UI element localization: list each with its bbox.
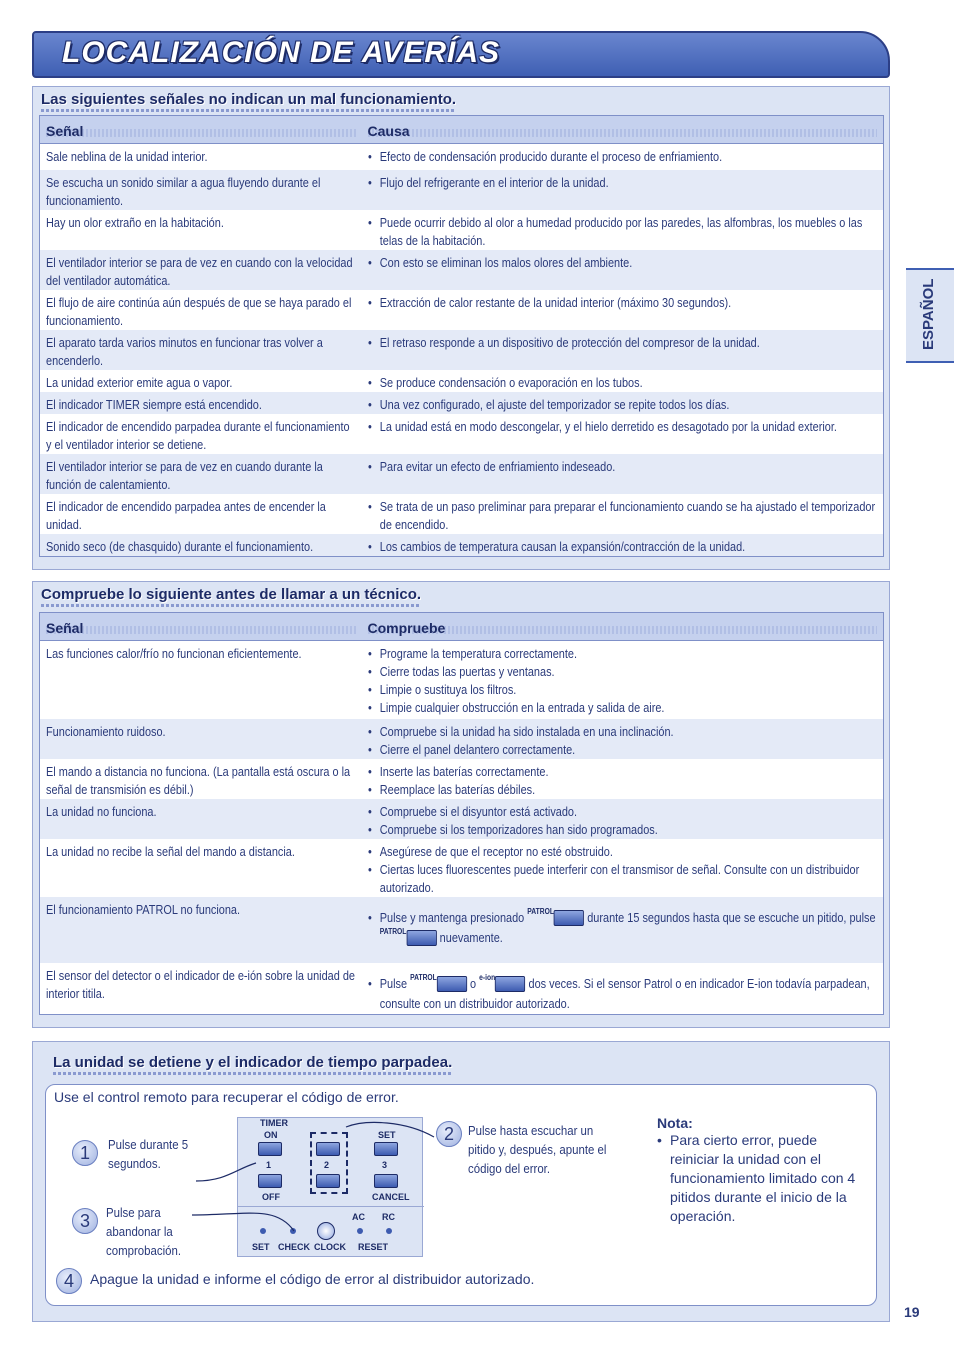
cause-cell: • Con esto se eliminan los malos olores del ambiente. bbox=[362, 250, 884, 290]
eion-button[interactable] bbox=[495, 976, 525, 992]
signal-cell: Las funciones calor/frío no funcionan eficientemente. bbox=[46, 646, 302, 661]
step-number-3: 3 bbox=[72, 1208, 98, 1234]
timer-off-button[interactable] bbox=[258, 1174, 282, 1188]
signal-cell: Hay un olor extraño en la habitación. bbox=[46, 214, 224, 230]
step-number-4: 4 bbox=[56, 1268, 82, 1294]
signal-cell: La unidad no recibe la señal del mando a distancia. bbox=[46, 843, 295, 859]
set-pin[interactable] bbox=[260, 1228, 266, 1234]
table-row bbox=[40, 641, 884, 719]
signal-cell: Se escucha un sonido similar a agua fluyendo durante el funcionamiento. bbox=[40, 170, 362, 210]
signals-table bbox=[39, 115, 884, 557]
num-1-label: 1 bbox=[266, 1160, 272, 1170]
on-label: ON bbox=[264, 1130, 278, 1140]
cause-cell: • La unidad está en modo descongelar, y el hielo derretido es desagotado por la unidad exterior. bbox=[367, 418, 837, 434]
check-cell: • Pulse PATROL o e-ion dos veces. Si el sensor Patrol o en indicador E-ion todavía parpadean, consulte con un distribuidor autorizado. bbox=[362, 963, 884, 1015]
col-signal-header: Señal bbox=[40, 116, 362, 144]
check-cell: • Compruebe si la unidad ha sido instalada en una inclinación. • Cierre el panel delantero correctamente. bbox=[362, 719, 884, 759]
cause-cell: • Se produce condensación o evaporación en los tubos. bbox=[367, 374, 643, 390]
title-banner bbox=[32, 31, 890, 78]
cause-cell: • El retraso responde a un dispositivo de protección del compresor de la unidad. bbox=[362, 330, 884, 370]
signal-cell: El indicador de encendido parpadea durante el funcionamiento y el ventilador interior se detiene. bbox=[46, 418, 350, 452]
set-label: SET bbox=[378, 1130, 396, 1140]
table-row bbox=[40, 759, 884, 799]
section-check-before-calling bbox=[32, 581, 890, 1028]
cause-cell: • Efecto de condensación producido durante el proceso de enfriamiento. bbox=[367, 149, 722, 164]
table-row bbox=[40, 330, 884, 370]
note-box: Nota: • Para cierto error, puede reiniciar la unidad con el funcionamiento limitado con 4 pitidos durante el inicio de la operación. bbox=[657, 1115, 867, 1226]
check-label: CHECK bbox=[278, 1242, 311, 1252]
num-2-label: 2 bbox=[324, 1160, 330, 1170]
note-text: Para cierto error, puede reiniciar la unidad con el funcionamiento limitado con 4 pitidos durante el inicio de la operación. bbox=[670, 1132, 856, 1224]
error-code-box bbox=[45, 1084, 877, 1306]
language-tab-label: ESPAÑOL bbox=[920, 278, 937, 350]
signal-cell: El indicador TIMER siempre está encendido. bbox=[40, 392, 362, 414]
section1-heading: Las siguientes señales no indican un mal funcionamiento. bbox=[41, 91, 456, 112]
signal-cell: El ventilador interior se para de vez en cuando con la velocidad del ventilador automática. bbox=[40, 250, 362, 290]
step1-text: Pulse durante 5 segundos. bbox=[108, 1137, 189, 1171]
remote-control-diagram bbox=[237, 1117, 423, 1257]
note-title: Nota: bbox=[657, 1115, 693, 1131]
table-row bbox=[40, 963, 884, 1015]
table-row bbox=[40, 392, 884, 414]
table-row bbox=[40, 250, 884, 290]
cause-cell: • Los cambios de temperatura causan la expansión/contracción de la unidad. bbox=[362, 534, 884, 557]
signal-cell: El sensor del detector o el indicador de e-ión sobre la unidad de interior titila. bbox=[46, 967, 356, 1001]
check-cell: • Asegúrese de que el receptor no esté obstruido. • Ciertas luces fluorescentes puede interferir con el transmisor de señal. Consulte con un distribuidor autorizado. bbox=[367, 843, 859, 895]
table-row bbox=[40, 290, 884, 330]
patrol-key-label: PATROL bbox=[379, 926, 406, 936]
section-not-malfunction bbox=[32, 86, 890, 570]
patrol-key-label: PATROL bbox=[409, 972, 437, 982]
cause-cell: • Se trata de un paso preliminar para preparar el funcionamiento cuando se ha ajustado el temporizador de encendido. bbox=[367, 498, 875, 532]
table-row bbox=[40, 719, 884, 759]
patrol-button[interactable] bbox=[553, 910, 583, 926]
ac-label: AC bbox=[352, 1212, 365, 1222]
set-pin-label: SET bbox=[252, 1242, 270, 1252]
cause-cell: • Flujo del refrigerante en el interior de la unidad. bbox=[362, 170, 884, 210]
patrol-key-label: PATROL bbox=[526, 906, 554, 916]
check-cell: • Inserte las baterías correctamente. • Reemplace las baterías débiles. bbox=[367, 763, 548, 797]
signal-cell: Sale neblina de la unidad interior. bbox=[46, 149, 208, 164]
table-row bbox=[40, 897, 884, 963]
signal-cell: La unidad no funciona. bbox=[40, 799, 362, 839]
language-tab bbox=[906, 268, 954, 363]
step2-text: Pulse hasta escuchar un pitido y, después, apunte el código del error. bbox=[468, 1123, 607, 1176]
signal-cell: Sonido seco (de chasquido) durante el funcionamiento. bbox=[40, 534, 362, 557]
page-title: LOCALIZACIÓN DE AVERÍAS bbox=[62, 36, 501, 69]
cause-cell: • Una vez configurado, el ajuste del temporizador se repite todos los días. bbox=[362, 392, 884, 414]
check-pin[interactable] bbox=[290, 1228, 296, 1234]
clock-label: CLOCK bbox=[314, 1242, 346, 1252]
rc-pin[interactable] bbox=[386, 1228, 392, 1234]
step-number-1: 1 bbox=[72, 1140, 98, 1166]
table-row bbox=[40, 454, 884, 494]
signal-cell: El mando a distancia no funciona. (La pantalla está oscura o la señal de transmisión es débil.) bbox=[46, 763, 351, 797]
table-row bbox=[40, 370, 884, 392]
set-button[interactable] bbox=[374, 1142, 398, 1156]
signal-cell: El indicador de encendido parpadea antes de encender la unidad. bbox=[46, 498, 326, 532]
cancel-button[interactable] bbox=[374, 1174, 398, 1188]
table-row bbox=[40, 170, 884, 210]
step-number-2: 2 bbox=[436, 1121, 462, 1147]
step3-text: Pulse para abandonar la comprobación. bbox=[106, 1205, 182, 1258]
page-number: 19 bbox=[904, 1304, 920, 1320]
cause-cell: • Extracción de calor restante de la unidad interior (máximo 30 segundos). bbox=[367, 294, 731, 310]
step4-text: Apague la unidad e informe el código de error al distribuidor autorizado. bbox=[90, 1271, 535, 1287]
timer-on-button[interactable] bbox=[258, 1142, 282, 1156]
signal-cell: La unidad exterior emite agua o vapor. bbox=[46, 374, 233, 390]
col-signal-header: Señal bbox=[40, 613, 362, 641]
clock-button[interactable] bbox=[317, 1222, 335, 1240]
table-row bbox=[40, 534, 884, 557]
check-cell: • Compruebe si el disyuntor está activado. • Compruebe si los temporizadores han sido programados. bbox=[362, 799, 884, 839]
highlight-box bbox=[310, 1132, 348, 1194]
signal-cell: El flujo de aire continúa aún después de que se haya parado el funcionamiento. bbox=[46, 294, 352, 328]
table-row bbox=[40, 144, 884, 170]
check-cell: • Pulse y mantenga presionado PATROL durante 15 segundos hasta que se escuche un pitido, pulse PATROL nuevamente. bbox=[362, 897, 884, 963]
signal-cell: El funcionamiento PATROL no funciona. bbox=[40, 897, 362, 963]
intro-text: Use el control remoto para recuperar el código de error. bbox=[54, 1089, 399, 1105]
section-error-code bbox=[32, 1041, 890, 1322]
num-3-label: 3 bbox=[382, 1160, 388, 1170]
cancel-label: CANCEL bbox=[372, 1192, 410, 1202]
timer-label: TIMER bbox=[260, 1118, 288, 1128]
reset-label: RESET bbox=[358, 1242, 389, 1252]
section2-heading: Compruebe lo siguiente antes de llamar a un técnico. bbox=[41, 586, 421, 607]
table-row bbox=[40, 210, 884, 250]
signal-cell: El ventilador interior se para de vez en cuando durante la función de calentamiento. bbox=[40, 454, 362, 494]
check-cell: • Programe la temperatura correctamente. • Cierre todas las puertas y ventanas. • Limpie o sustituya los filtros. • Limpie cualquier obstrucción en la entrada y salida de aire. bbox=[367, 646, 664, 715]
cause-cell: • Puede ocurrir debido al olor a humedad producido por las paredes, las alfombras, los muebles o las telas de la habitación. bbox=[367, 214, 862, 248]
col-check-header: Compruebe bbox=[362, 613, 884, 641]
section3-heading: La unidad se detiene y el indicador de tiempo parpadea. bbox=[53, 1054, 452, 1075]
table-row bbox=[40, 414, 884, 454]
table-row bbox=[40, 494, 884, 534]
cause-cell: • Para evitar un efecto de enfriamiento indeseado. bbox=[362, 454, 884, 494]
signal-cell: El aparato tarda varios minutos en funcionar tras volver a encenderlo. bbox=[40, 330, 362, 370]
ac-pin[interactable] bbox=[357, 1228, 363, 1234]
patrol-button[interactable] bbox=[406, 930, 436, 946]
rc-label: RC bbox=[382, 1212, 395, 1222]
check-table bbox=[39, 612, 884, 1015]
table-row bbox=[40, 839, 884, 897]
table-row bbox=[40, 799, 884, 839]
patrol-button[interactable] bbox=[436, 976, 466, 992]
signal-cell: Funcionamiento ruidoso. bbox=[40, 719, 362, 759]
eion-key-label: e-ion bbox=[478, 972, 495, 982]
off-label: OFF bbox=[262, 1192, 280, 1202]
col-cause-header: Causa bbox=[362, 116, 884, 144]
